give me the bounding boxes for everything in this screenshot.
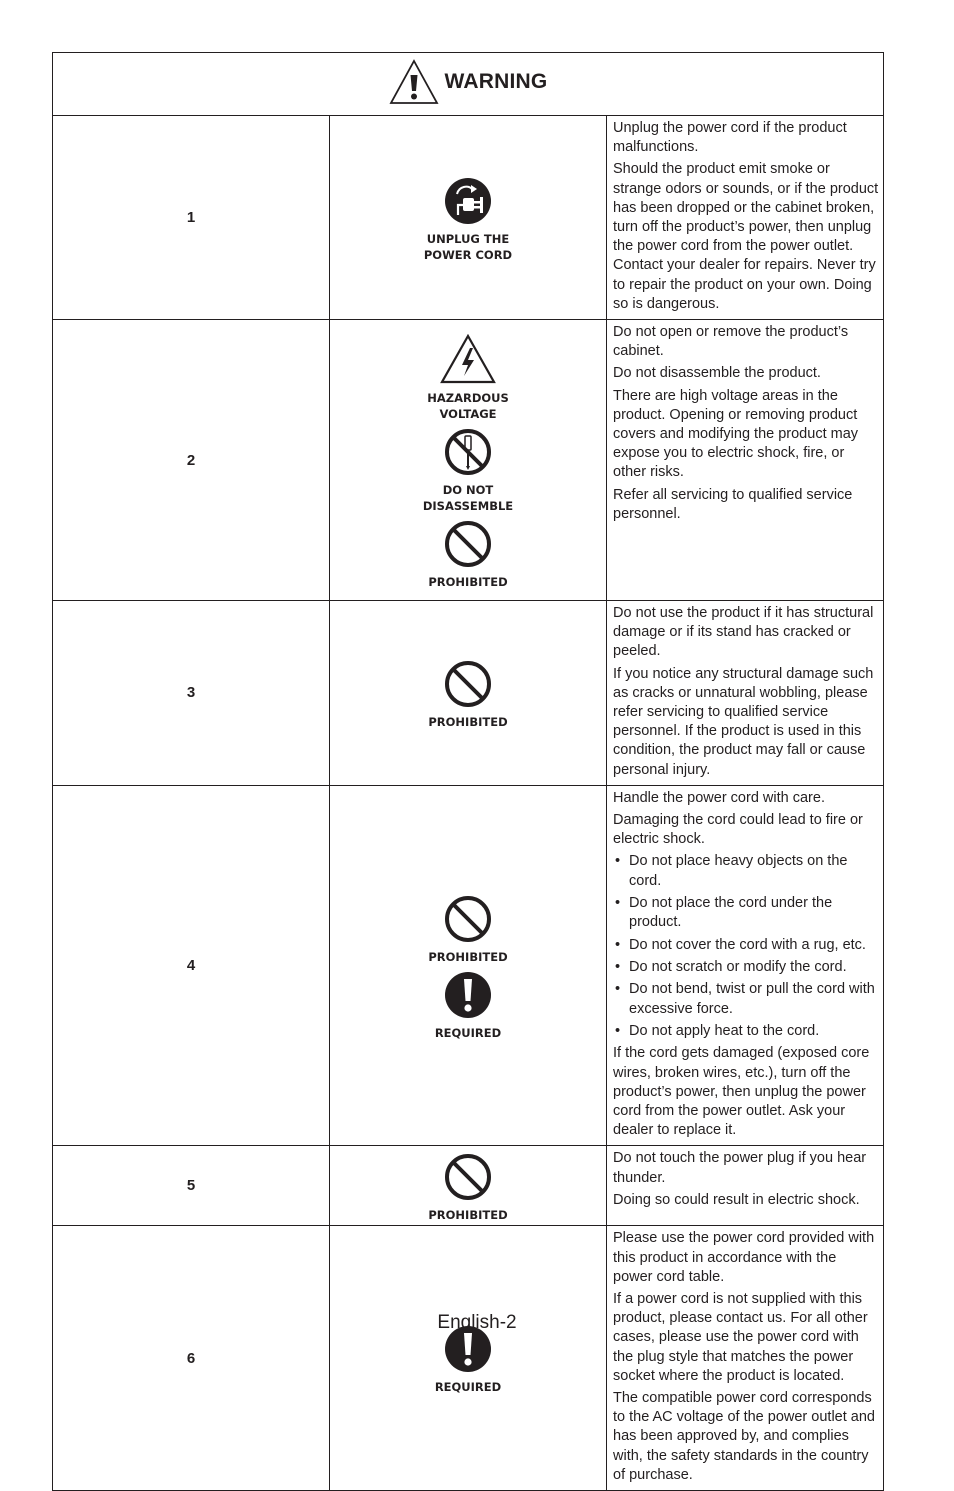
bullet-item: • Do not bend, twist or pull the cord with excessive force. [613,980,879,1018]
bullet-list [613,852,879,1041]
required-label: REQUIRED [434,1025,502,1040]
bullet-item: • Do not apply heat to the cord. [613,1022,879,1041]
row-number: 5 [53,1146,330,1226]
text-line: Do not open or remove the product’s cabinet. [613,324,849,360]
warning-row-3 [53,601,884,786]
bullet-item: • Do not scratch or modify the cord. [613,958,879,977]
text-line: Damaging the cord could lead to fire or electric shock. [613,812,863,848]
row-symbols [330,116,607,320]
prohibited-symbol [330,1153,606,1223]
required-label: REQUIRED [434,1380,502,1395]
text-line: There are high voltage areas in the product. Opening or removing product covers and modifying the product may expose you to electric shock, fire, or other risks. [613,387,859,481]
text-line: Refer all servicing to qualified service personnel. [613,486,853,522]
warning-row-4 [53,785,884,1146]
warning-row-2 [53,320,884,601]
row-symbols [330,1146,607,1226]
row-number: 1 [53,116,330,320]
prohibited-icon [444,895,492,943]
row-symbols [330,601,607,786]
row-text [607,116,884,320]
bullet-item: • Do not place heavy objects on the cord. [613,852,879,890]
prohibited-symbol [330,520,606,590]
row-symbols [330,785,607,1146]
prohibited-label: PROHIBITED [428,575,508,590]
text-line: Do not touch the power plug if you hear thunder. [613,1150,867,1186]
hazard-label: HAZARDOUS VOLTAGE [427,391,509,422]
prohibited-icon [444,520,492,568]
row-text [607,1226,884,1491]
required-exclamation-icon [444,971,492,1019]
text-line: Doing so could result in electric shock. [613,1191,860,1208]
unplug-label: UNPLUG THE POWER CORD [423,231,513,262]
warning-table [52,52,884,1491]
row-text [607,785,884,1146]
prohibited-symbol [330,895,606,965]
prohibited-symbol [330,660,606,730]
prohibited-icon [444,660,492,708]
row-number: 6 [53,1226,330,1491]
page-number: English-2 [437,1312,517,1333]
disassemble-symbol [330,428,606,514]
text-line: Do not disassemble the product. [613,365,821,382]
text-line: If the cord gets damaged (exposed core wires, broken wires, etc.), turn off the product’s power, then unplug the power cord from the power outlet. Ask your dealer to replace it. [613,1045,870,1139]
row-number: 2 [53,320,330,601]
text-line: Please use the power cord provided with this product in accordance with the power cord table. [613,1230,875,1285]
warning-title: WARNING [444,69,548,93]
do-not-disassemble-icon [444,428,492,476]
warning-row-1 [53,116,884,320]
warning-triangle-icon [389,59,439,105]
required-symbol [330,971,606,1041]
warning-header [53,53,884,116]
row-text [607,320,884,601]
row-text [607,601,884,786]
text-line: Should the product emit smoke or strange odors or sounds, or if the product has been dropped or the cabinet broken, turn off the product’s power, then unplug the power cord from the power outlet. Contact your dealer for repairs. Never try to repair the product on your own. Doing so is dangerous. [613,161,879,312]
row-text [607,1146,884,1226]
warning-row-5 [53,1146,884,1226]
prohibited-icon [444,1153,492,1201]
bullet-item: • Do not place the cord under the product. [613,894,879,932]
warning-row-6 [53,1226,884,1491]
prohibited-label: PROHIBITED [428,714,508,729]
bullet-item: • Do not cover the cord with a rug, etc. [613,936,879,955]
text-line: If you notice any structural damage such as cracks or unnatural wobbling, please refer servicing to qualified service personnel. If the product is used in this condition, the product may fall or cause personal injury. [613,665,874,778]
row-number: 3 [53,601,330,786]
required-symbol [330,1325,606,1395]
hazard-symbol [330,334,606,422]
prohibited-label: PROHIBITED [428,949,508,964]
disassemble-label: DO NOT DISASSEMBLE [422,483,514,514]
row-symbols [330,1226,607,1491]
prohibited-label: PROHIBITED [428,1207,508,1222]
text-line: Handle the power cord with care. [613,789,825,806]
text-line: Do not use the product if it has structural damage or if its stand has cracked or peeled. [613,605,874,660]
unplug-power-cord-icon [444,177,492,225]
unplug-symbol [330,177,606,263]
text-line: Unplug the power cord if the product malfunctions. [613,120,847,156]
text-line: The compatible power cord corresponds to the AC voltage of the power outlet and has been approved by, and complies with, the safety standards in the country of purchase. [613,1390,875,1483]
row-symbols [330,320,607,601]
row-number: 4 [53,785,330,1146]
hazardous-voltage-icon [440,334,496,384]
text-line: If a power cord is not supplied with this product, please contact us. For all other cases, please use the power cord with the plug style that matches the power socket where the product is located. [613,1291,868,1384]
